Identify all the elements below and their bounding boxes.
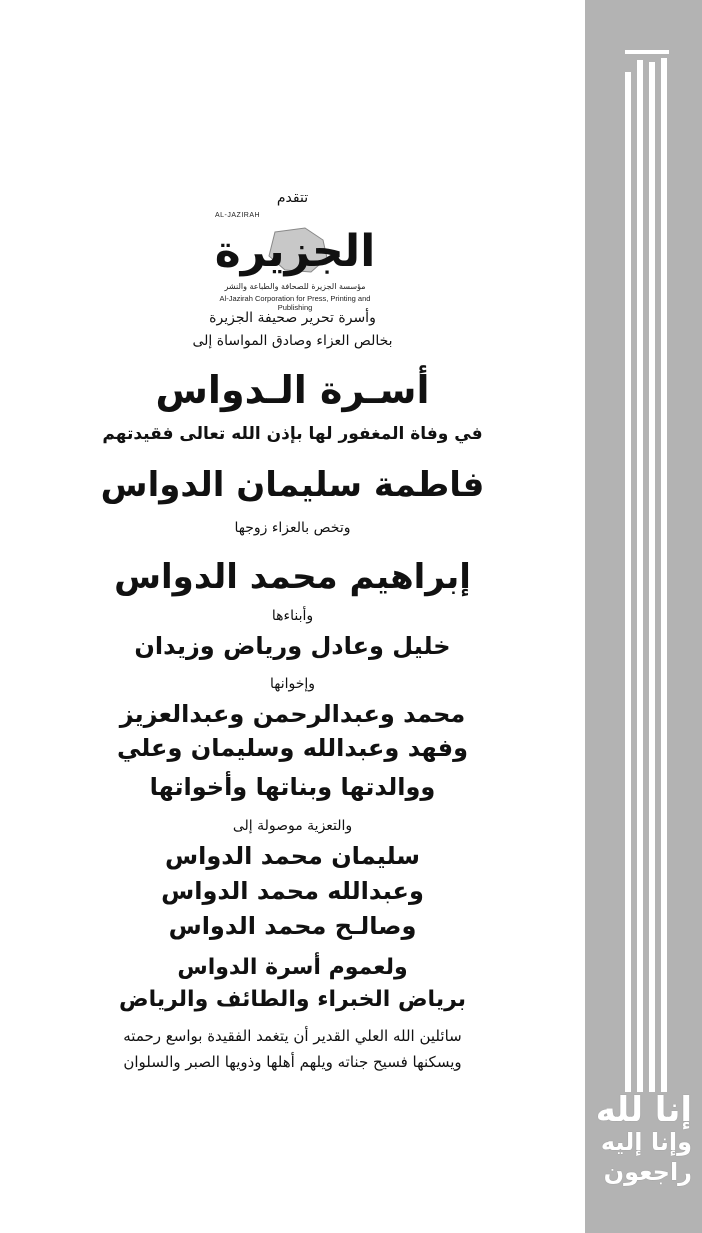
children-names: خليل وعادل ورياض وزيدان xyxy=(134,632,451,660)
logo-latin-text: AL-JAZIRAH xyxy=(215,212,261,219)
husband-name: إبراهيم محمد الدواس xyxy=(114,557,471,597)
husband-intro: وتخص بالعزاء زوجها xyxy=(234,520,351,536)
death-notice: في وفاة المغفور لها بإذن الله تعالى فقيدتهم xyxy=(102,424,483,444)
brothers-line-2: وفهد وعبدالله وسليمان وعلي xyxy=(116,734,469,762)
decorative-lines xyxy=(585,0,702,1233)
extended-line-2: وعبدالله محمد الدواس xyxy=(161,877,424,905)
family-name: أسـرة الـدواس xyxy=(155,368,430,412)
logo-arabic-text: الجزيرة xyxy=(214,226,376,277)
prayer-line-2: ويسكنها فسيح جناته ويلهم أهلها وذويها الصبر والسلوان xyxy=(123,1053,462,1071)
children-intro: وأبناءها xyxy=(271,608,314,624)
prayer-line-1: سائلين الله العلي القدير أن يتغمد الفقيدة بواسع رحمته xyxy=(123,1027,462,1045)
extended-intro: والتعزية موصولة إلى xyxy=(232,818,353,834)
mother-sisters: ووالدتها وبناتها وأخواتها xyxy=(149,773,436,801)
logo-subtitle-en: Al-Jazirah Corporation for Press, Printing and Publishing xyxy=(219,294,371,312)
deceased-name: فاطمة سليمان الدواس xyxy=(100,465,485,505)
condolence-intro: بخالص العزاء وصادق المواساة إلى xyxy=(192,333,393,349)
extended-line-3: وصالـح محمد الدواس xyxy=(168,912,417,940)
logo-subtitle-ar: مؤسسة الجزيرة للصحافة والطباعة والنشر xyxy=(224,282,366,291)
verse-line-2: وإنا إليه xyxy=(600,1128,692,1156)
cities-text: برياض الخبراء والطائف والرياض xyxy=(118,987,467,1012)
al-jazirah-logo xyxy=(205,212,385,322)
editorial-text: وأسرة تحرير صحيفة الجزيرة xyxy=(209,310,376,326)
sidebar-panel xyxy=(585,0,702,1233)
brothers-intro: وإخوانها xyxy=(269,676,316,692)
clan-text: ولعموم أسرة الدواس xyxy=(177,955,408,980)
brothers-line-1: محمد وعبدالرحمن وعبدالعزيز xyxy=(119,700,466,728)
verse-line-3: راجعون xyxy=(603,1158,692,1186)
verse-line-1: إنا لله xyxy=(595,1090,692,1130)
extended-line-1: سليمان محمد الدواس xyxy=(165,842,420,870)
presents-text: تتقدم xyxy=(276,190,309,206)
